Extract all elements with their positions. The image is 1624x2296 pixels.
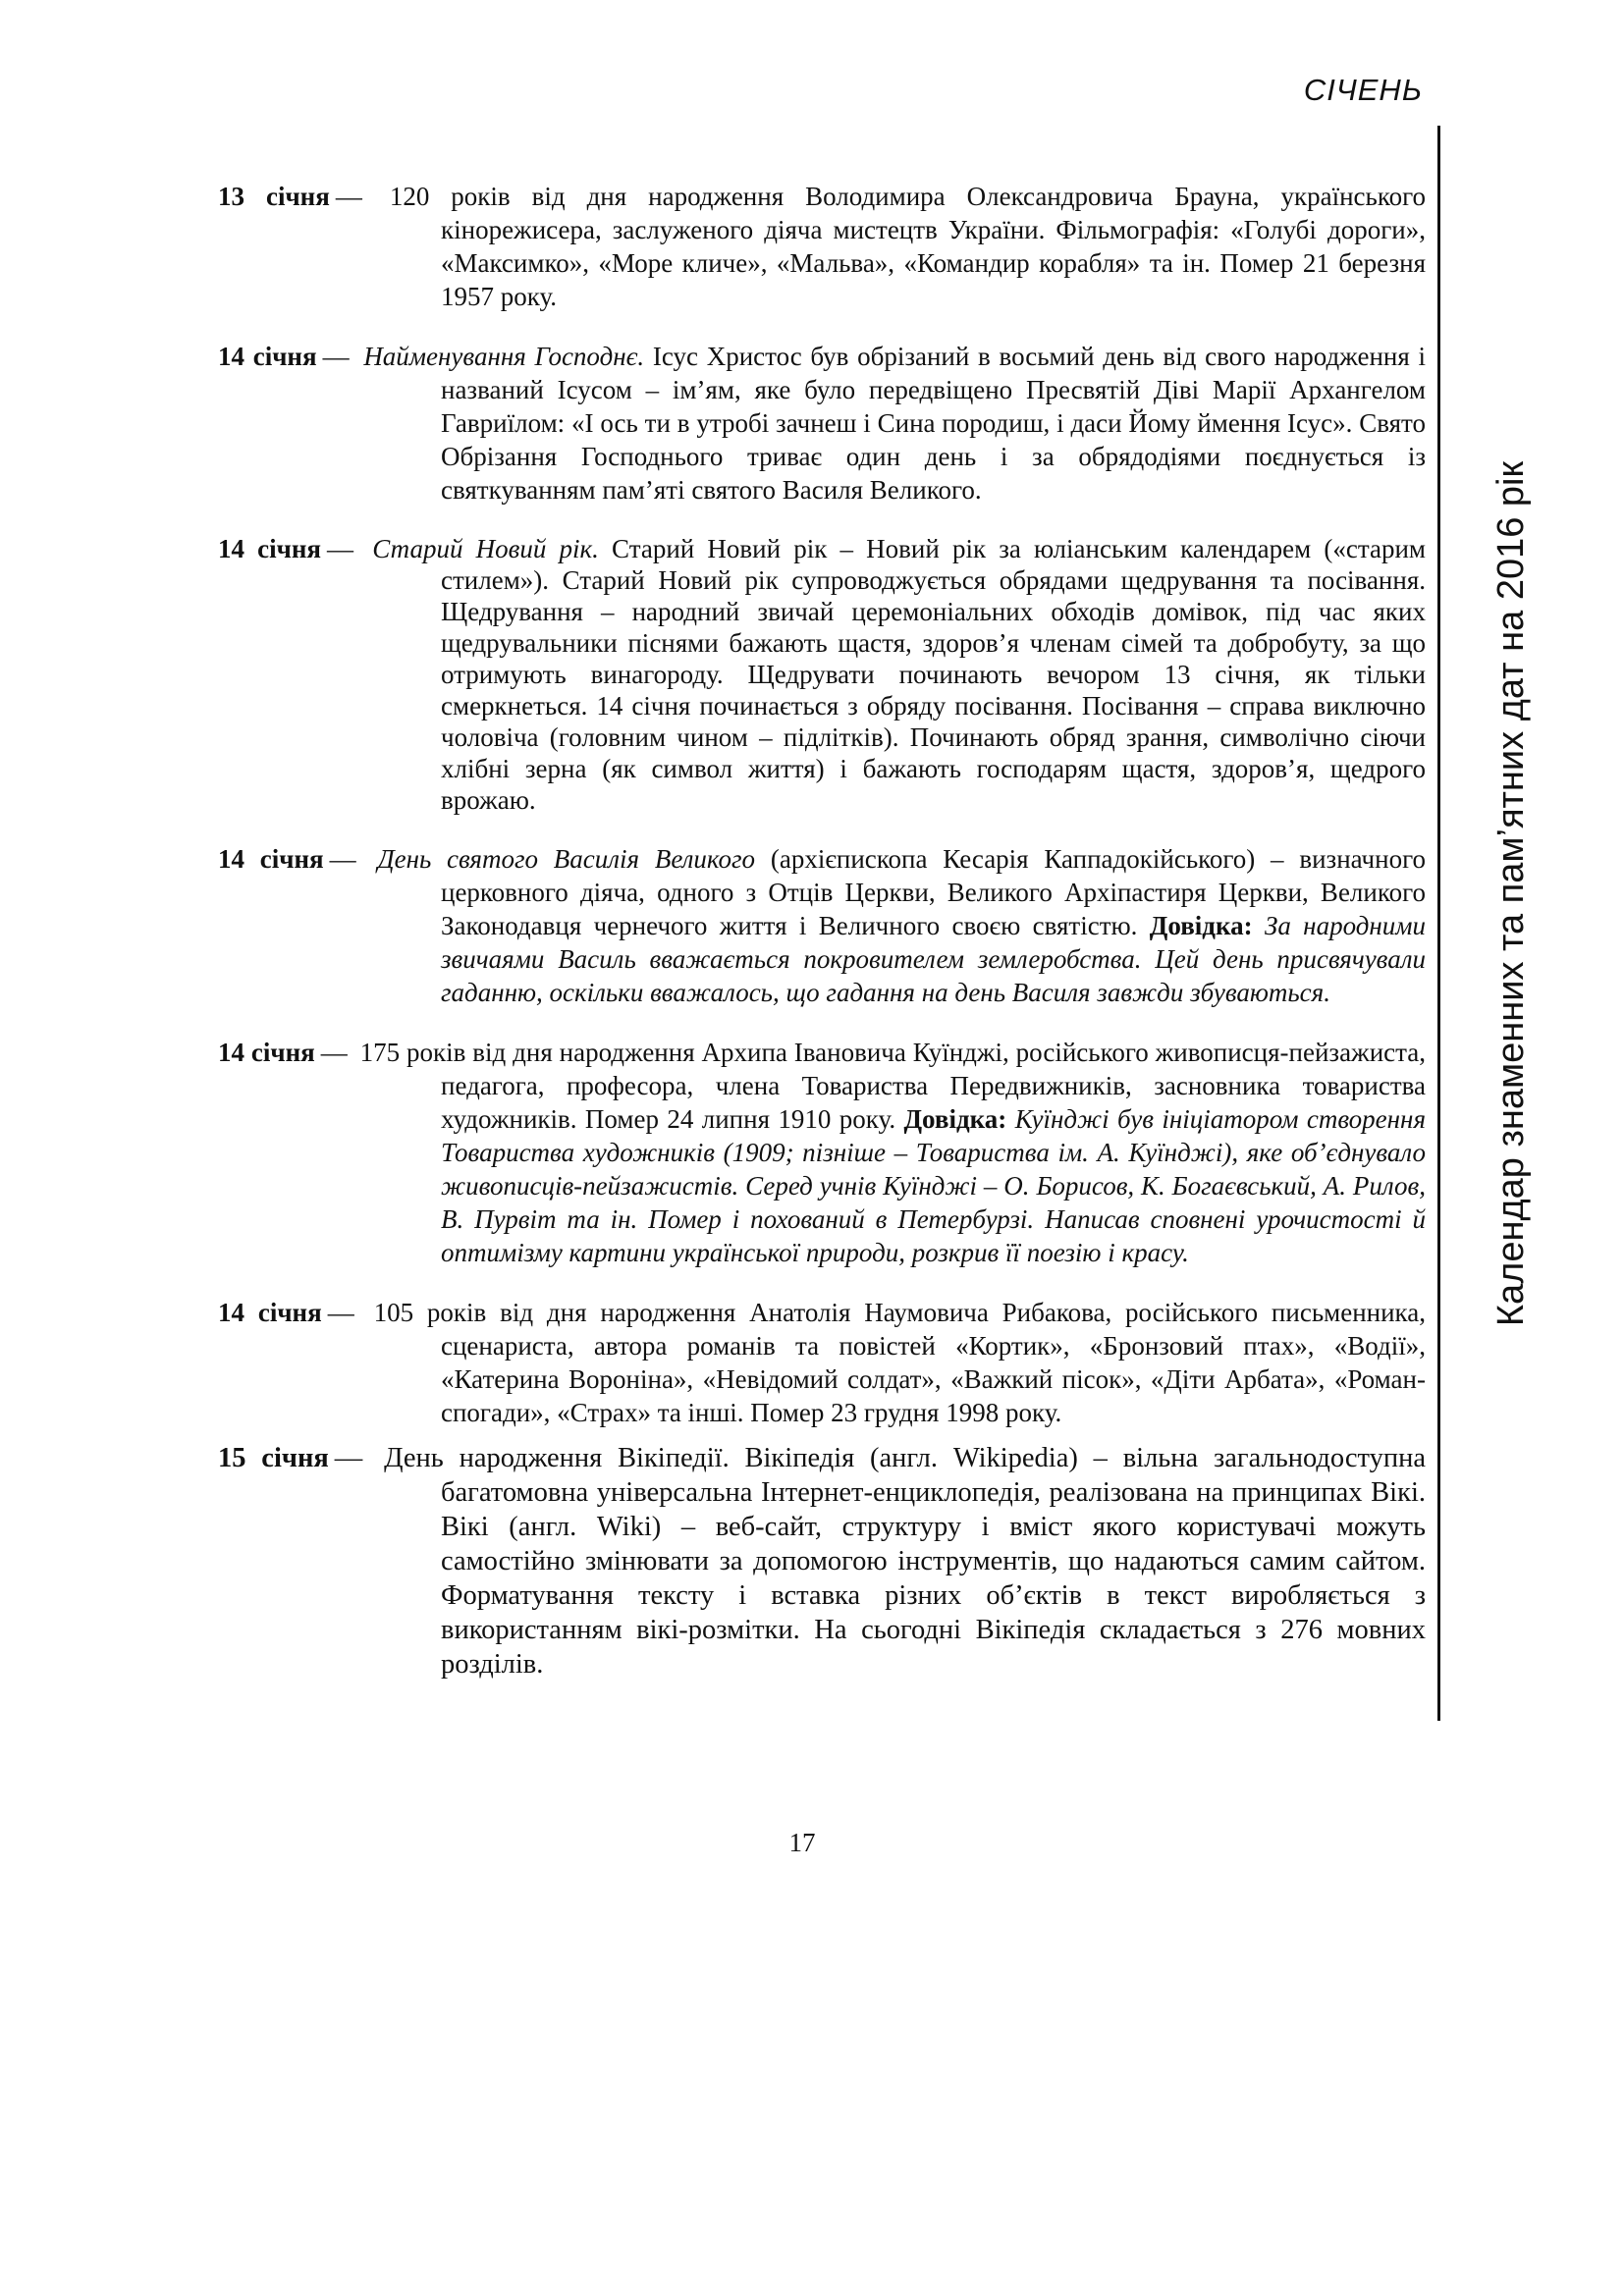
- entry-dash: —: [322, 342, 350, 371]
- entry-dash: —: [335, 182, 362, 211]
- entry-date: 14 січня: [218, 342, 317, 371]
- entry-text: (архієпископа Кесарія Каппадокійського) – визначного церковного діяча, одного з Отців Церкви, Великого Архіпастиря Церкви, Великого Законодавця чернечого життя і Величного своєю святістю.: [441, 844, 1426, 940]
- entry-dash: —: [320, 1038, 348, 1067]
- entry-text: 105 років від дня народження Анатолія Наумовича Рибакова, російського письменника, сценариста, автора романів та повістей «Кортик», «Бронзовий птах», «Водії», «Катерина Вороніна», «Невідомий солдат», «Важкий пісок», «Діти Арбата», «Роман-спогади», «Страх» та інші. Помер 23 грудня 1998 року.: [373, 1298, 1426, 1427]
- entry-wikipedia: [218, 1441, 1426, 1682]
- entry-text: 120 років від дня народження Володимира Олександровича Брауна, українського кінорежисера, заслуженого діяча мистецтв України. Фільмографія: «Голубі дороги», «Максимко», «Море кличе», «Мальва», «Командир корабля» та ін. Помер 21 березня 1957 року.: [389, 182, 1426, 311]
- entry-date: 14 січня: [218, 1298, 322, 1327]
- section-header: СІЧЕНЬ: [1303, 73, 1423, 107]
- page-number: 17: [788, 1828, 816, 1857]
- entry-date: 14 січня: [218, 1038, 315, 1067]
- entry-kuindzhi: [218, 1036, 1426, 1269]
- entry-note-label: Довідка:: [903, 1104, 1007, 1134]
- entries-list: [218, 153, 1426, 1689]
- entry-text: Старий Новий рік – Новий рік за юліанським календарем («старим стилем»). Старий Новий рік супроводжується обрядами щедрування та посівання. Щедрування – народний звичай церемоніальних обходів домівок, під час яких щедрувальники піснями бажають щастя, здоров’я членам сімей та добробуту, за що отримують винагороду. Щедрувати починають вечором 13 січня, як тільки смеркнеться. 14 січня починається з обряду посівання. Посівання – справа виключно чоловіча (головним чином – підлітків). Починають обряд зрання, символічно сіючи хлібні зерна (як символ життя) і бажають господарям щастя, здоров’я, щедрого врожаю.: [441, 534, 1426, 815]
- entry-text: День народження Вікіпедії. Вікіпедія (англ. Wikipedia) – вільна загальнодоступна багатомовна універсальна Інтернет-енциклопедія, реалізована на принципах Вікі. Вікі (англ. Wiki) – веб-сайт, структуру і вміст якого користувачі можуть самостійно змінювати за допомогою інструментів, що надаються самим сайтом. Форматування тексту і вставка різних об’єктів в текст виробляється з використанням вікі-розмітки. На сьогодні Вікіпедія складається з 276 мовних розділів.: [384, 1443, 1426, 1680]
- entry-date: 14 січня: [218, 844, 324, 874]
- entry-dash: —: [329, 844, 356, 874]
- entry-title: День святого Василія Великого: [377, 844, 756, 874]
- entry-note: Куїнджі був ініціатором створення Товариства художників (1909; пізніше – Товариства ім. А. Куїнджі), яке об’єднувало живописців-пейзажистів. Серед учнів Куїнджі – О. Борисов, К. Богаєвський, А. Рилов, В. Пурвіт та ін. Помер і похований в Петербурзі. Написав сповнені урочистості й оптимізму картини української природи, розкрив її поезію і красу.: [441, 1104, 1427, 1267]
- entry-title: Найменування Господнє.: [363, 342, 645, 371]
- side-title-text: Календар знаменних та пам’ятних дат на 2016 рік: [1490, 460, 1533, 1326]
- entry-note-label: Довідка:: [1149, 911, 1253, 940]
- entry-naming-of-lord: [218, 340, 1426, 507]
- entry-st-basil: [218, 842, 1426, 1009]
- entry-braun: [218, 180, 1426, 313]
- entry-title: Старий Новий рік.: [372, 534, 599, 563]
- side-title: [1473, 368, 1551, 1418]
- entry-dash: —: [334, 1443, 363, 1473]
- entry-date: 15 січня: [218, 1443, 329, 1473]
- entry-date: 14 січня: [218, 534, 322, 563]
- entry-text: Ісус Христос був обрізаний в восьмий день від свого народження і названий Ісусом – ім’ям, яке було передвіщено Пресвятій Діві Марії Архангелом Гавриїлом: «І ось ти в утробі зачнеш і Сина породиш, і даси Йому ймення Ісус». Свято Обрізання Господнього триває один день і за обрядодіями поєднується із святкуванням пам’яті святого Василя Великого.: [441, 342, 1426, 505]
- entry-old-new-year: [218, 533, 1426, 816]
- entry-dash: —: [327, 1298, 354, 1327]
- side-rule: [1437, 126, 1440, 1721]
- entry-dash: —: [327, 534, 354, 563]
- entry-note: За народними звичаями Василь вважається покровителем землеробства. Цей день присвячували гаданню, оскільки вважалось, що гадання на день Василя завжди збуваються.: [441, 911, 1426, 1007]
- entry-rybakov: [218, 1296, 1426, 1429]
- entry-text: 175 років від дня народження Архипа Івановича Куїнджі, російського живописця-пейзажиста, педагога, професора, члена Товариства Передвижників, засновника товариства художників. Помер 24 липня 1910 року.: [359, 1038, 1426, 1134]
- entry-date: 13 січня: [218, 182, 330, 211]
